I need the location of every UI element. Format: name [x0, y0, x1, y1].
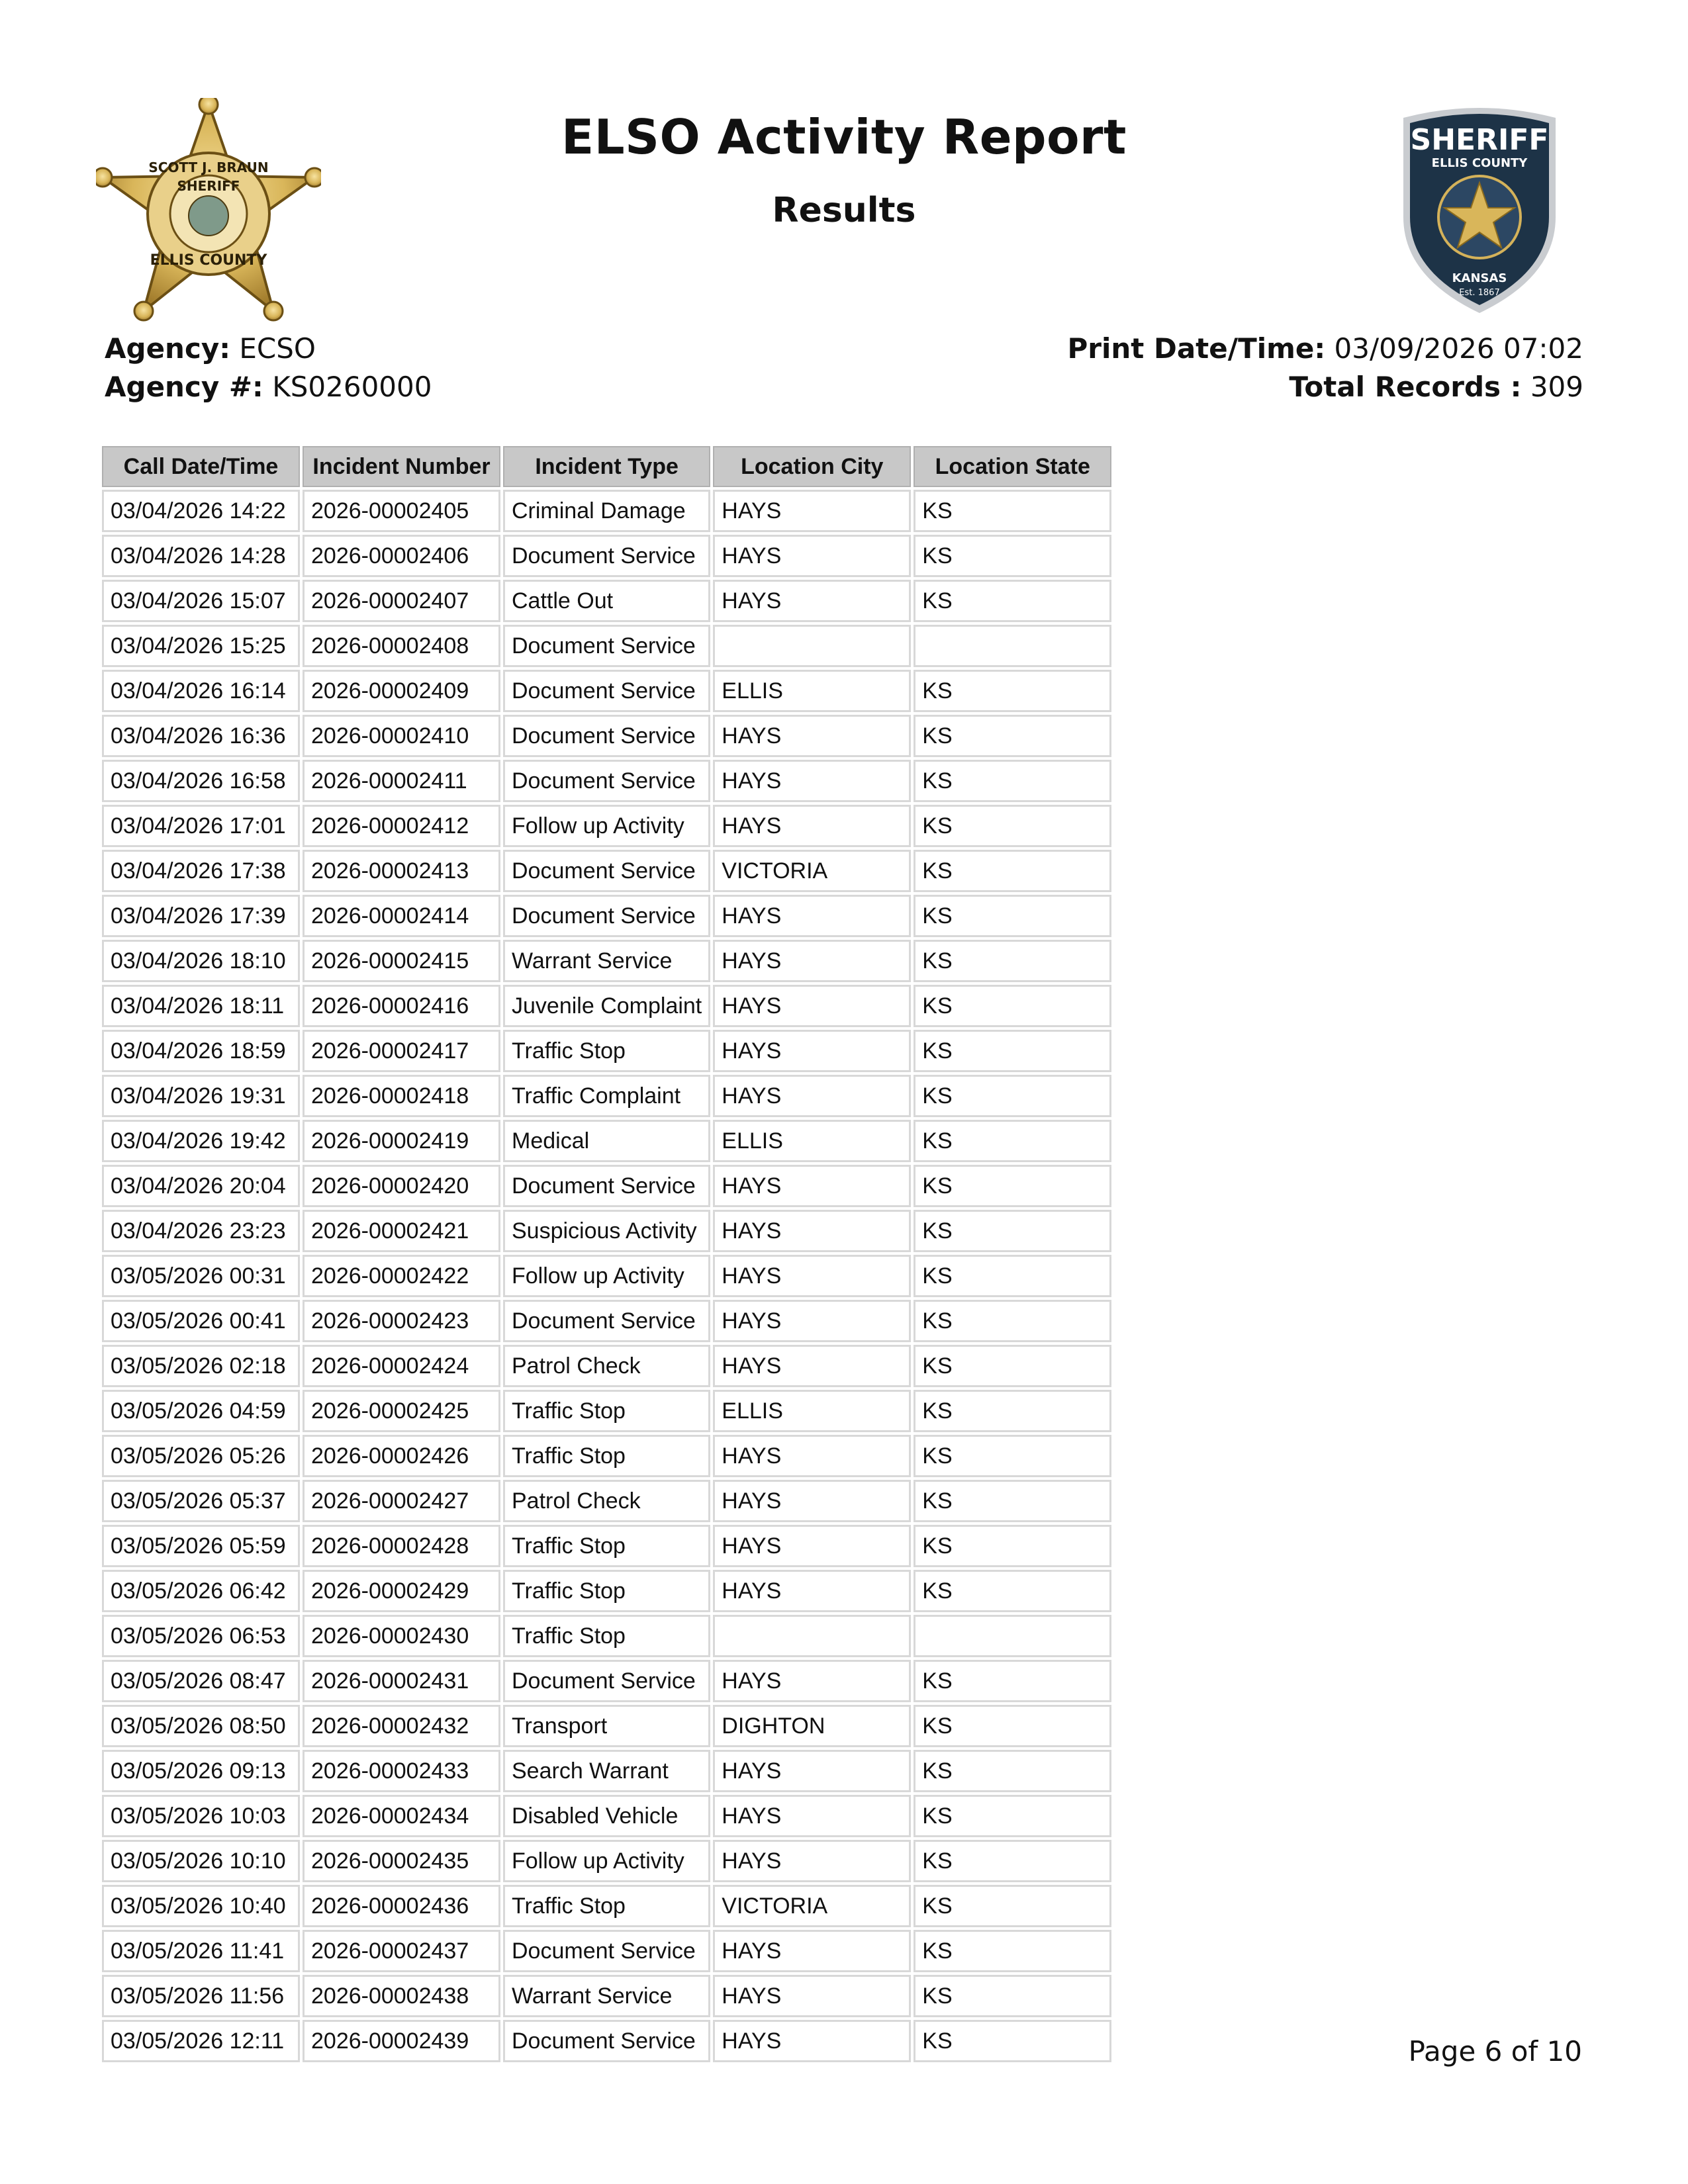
cell-location-city: DIGHTON — [713, 1705, 911, 1747]
column-header-incident-type: Incident Type — [503, 446, 710, 487]
table-row — [102, 1795, 1111, 1837]
cell-location-state: KS — [914, 940, 1111, 982]
table-row — [102, 1300, 1111, 1342]
cell-location-state: KS — [914, 1885, 1111, 1927]
cell-location-city: HAYS — [713, 1660, 911, 1702]
badge-name-text: SCOTT J. BRAUN — [148, 159, 269, 175]
cell-incident-type: Follow up Activity — [503, 1840, 710, 1882]
table-row — [102, 760, 1111, 802]
cell-incident-type: Cattle Out — [503, 580, 710, 622]
cell-location-state: KS — [914, 1750, 1111, 1792]
cell-incident-number: 2026-00002418 — [303, 1075, 500, 1117]
cell-incident-number: 2026-00002413 — [303, 850, 500, 892]
cell-incident-type: Patrol Check — [503, 1345, 710, 1387]
cell-location-state: KS — [914, 1345, 1111, 1387]
cell-incident-type: Document Service — [503, 850, 710, 892]
cell-location-city: HAYS — [713, 940, 911, 982]
agency-line — [105, 330, 432, 368]
cell-incident-number: 2026-00002430 — [303, 1615, 500, 1657]
table-row — [102, 1930, 1111, 1972]
total-records-value: 309 — [1530, 371, 1583, 403]
cell-call-datetime: 03/04/2026 15:25 — [102, 625, 300, 667]
cell-call-datetime: 03/04/2026 20:04 — [102, 1165, 300, 1207]
table-row — [102, 1660, 1111, 1702]
cell-location-state: KS — [914, 1255, 1111, 1297]
patch-county-text: ELLIS COUNTY — [1431, 156, 1528, 170]
cell-incident-type: Traffic Stop — [503, 1030, 710, 1072]
table-row — [102, 715, 1111, 757]
cell-incident-type: Disabled Vehicle — [503, 1795, 710, 1837]
cell-location-city: HAYS — [713, 1840, 911, 1882]
cell-incident-number: 2026-00002416 — [303, 985, 500, 1027]
table-row — [102, 535, 1111, 577]
cell-incident-number: 2026-00002431 — [303, 1660, 500, 1702]
cell-call-datetime: 03/05/2026 05:59 — [102, 1525, 300, 1567]
cell-call-datetime: 03/05/2026 00:31 — [102, 1255, 300, 1297]
cell-incident-type: Document Service — [503, 1930, 710, 1972]
cell-incident-number: 2026-00002434 — [303, 1795, 500, 1837]
cell-location-city — [713, 625, 911, 667]
cell-location-city: HAYS — [713, 1165, 911, 1207]
cell-location-state: KS — [914, 1300, 1111, 1342]
table-row — [102, 1705, 1111, 1747]
cell-incident-type: Follow up Activity — [503, 805, 710, 847]
cell-incident-type: Document Service — [503, 1165, 710, 1207]
cell-incident-type: Warrant Service — [503, 1975, 710, 2017]
cell-call-datetime: 03/04/2026 18:10 — [102, 940, 300, 982]
cell-incident-number: 2026-00002432 — [303, 1705, 500, 1747]
cell-incident-type: Suspicious Activity — [503, 1210, 710, 1252]
report-title: ELSO Activity Report — [561, 109, 1127, 165]
cell-location-state: KS — [914, 1570, 1111, 1612]
cell-location-city: HAYS — [713, 805, 911, 847]
print-datetime-value: 03/09/2026 07:02 — [1334, 332, 1583, 365]
cell-location-city: HAYS — [713, 1300, 911, 1342]
cell-call-datetime: 03/05/2026 08:47 — [102, 1660, 300, 1702]
cell-incident-type: Follow up Activity — [503, 1255, 710, 1297]
table-row — [102, 1030, 1111, 1072]
cell-incident-number: 2026-00002427 — [303, 1480, 500, 1522]
table-row — [102, 1840, 1111, 1882]
cell-location-state: KS — [914, 1525, 1111, 1567]
cell-call-datetime: 03/05/2026 04:59 — [102, 1390, 300, 1432]
cell-location-city: VICTORIA — [713, 1885, 911, 1927]
cell-incident-type: Juvenile Complaint — [503, 985, 710, 1027]
cell-incident-number: 2026-00002415 — [303, 940, 500, 982]
table-row — [102, 2020, 1111, 2062]
cell-call-datetime: 03/05/2026 10:40 — [102, 1885, 300, 1927]
table-row — [102, 490, 1111, 532]
column-header-location-state: Location State — [914, 446, 1111, 487]
cell-incident-type: Traffic Stop — [503, 1525, 710, 1567]
cell-incident-type: Warrant Service — [503, 940, 710, 982]
agency-label: Agency: — [105, 332, 231, 365]
cell-incident-number: 2026-00002406 — [303, 535, 500, 577]
column-header-call-datetime: Call Date/Time — [102, 446, 300, 487]
cell-location-state: KS — [914, 760, 1111, 802]
table-row — [102, 850, 1111, 892]
agency-number-label: Agency #: — [105, 371, 263, 403]
cell-call-datetime: 03/05/2026 06:42 — [102, 1570, 300, 1612]
cell-call-datetime: 03/04/2026 16:14 — [102, 670, 300, 712]
table-body — [102, 490, 1111, 2062]
cell-location-state: KS — [914, 1075, 1111, 1117]
cell-location-city: HAYS — [713, 985, 911, 1027]
cell-incident-number: 2026-00002426 — [303, 1435, 500, 1477]
column-header-location-city: Location City — [713, 446, 911, 487]
cell-location-city: HAYS — [713, 760, 911, 802]
cell-location-city: HAYS — [713, 1255, 911, 1297]
cell-location-state: KS — [914, 535, 1111, 577]
cell-location-city: HAYS — [713, 1570, 911, 1612]
cell-call-datetime: 03/04/2026 18:11 — [102, 985, 300, 1027]
cell-location-city: HAYS — [713, 1210, 911, 1252]
cell-location-state: KS — [914, 850, 1111, 892]
table-row — [102, 895, 1111, 937]
cell-call-datetime: 03/04/2026 14:22 — [102, 490, 300, 532]
cell-call-datetime: 03/04/2026 16:58 — [102, 760, 300, 802]
cell-location-state: KS — [914, 1840, 1111, 1882]
table-row — [102, 1615, 1111, 1657]
cell-incident-number: 2026-00002417 — [303, 1030, 500, 1072]
table-row — [102, 1210, 1111, 1252]
cell-call-datetime: 03/04/2026 19:42 — [102, 1120, 300, 1162]
cell-location-city: HAYS — [713, 1795, 911, 1837]
cell-incident-number: 2026-00002429 — [303, 1570, 500, 1612]
cell-location-city: HAYS — [713, 580, 911, 622]
patch-est-text: Est. 1867 — [1459, 288, 1500, 298]
cell-location-city: VICTORIA — [713, 850, 911, 892]
cell-location-state: KS — [914, 1705, 1111, 1747]
cell-incident-number: 2026-00002410 — [303, 715, 500, 757]
cell-location-city: ELLIS — [713, 1390, 911, 1432]
cell-call-datetime: 03/04/2026 14:28 — [102, 535, 300, 577]
cell-location-state: KS — [914, 1390, 1111, 1432]
cell-call-datetime: 03/05/2026 12:11 — [102, 2020, 300, 2062]
sheriff-shield-patch-logo — [1390, 98, 1569, 316]
cell-call-datetime: 03/04/2026 23:23 — [102, 1210, 300, 1252]
cell-incident-number: 2026-00002408 — [303, 625, 500, 667]
cell-incident-type: Patrol Check — [503, 1480, 710, 1522]
table-row — [102, 1255, 1111, 1297]
table-row — [102, 1345, 1111, 1387]
cell-incident-number: 2026-00002419 — [303, 1120, 500, 1162]
cell-location-state: KS — [914, 985, 1111, 1027]
print-datetime-label: Print Date/Time: — [1067, 332, 1326, 365]
agency-number-line — [105, 368, 432, 406]
cell-location-state: KS — [914, 1165, 1111, 1207]
cell-location-state: KS — [914, 1435, 1111, 1477]
print-info — [1067, 330, 1583, 406]
table-row — [102, 805, 1111, 847]
table-row — [102, 985, 1111, 1027]
table-header-row — [102, 446, 1111, 487]
cell-call-datetime: 03/04/2026 19:31 — [102, 1075, 300, 1117]
cell-incident-type: Traffic Stop — [503, 1390, 710, 1432]
cell-call-datetime: 03/05/2026 05:26 — [102, 1435, 300, 1477]
cell-location-city: HAYS — [713, 1435, 911, 1477]
cell-location-state: KS — [914, 1210, 1111, 1252]
table-row — [102, 670, 1111, 712]
cell-incident-type: Document Service — [503, 625, 710, 667]
print-datetime-line — [1067, 330, 1583, 368]
page-number: Page 6 of 10 — [1408, 2035, 1582, 2068]
cell-incident-number: 2026-00002412 — [303, 805, 500, 847]
cell-location-state: KS — [914, 715, 1111, 757]
cell-incident-number: 2026-00002436 — [303, 1885, 500, 1927]
cell-incident-number: 2026-00002437 — [303, 1930, 500, 1972]
cell-location-city: ELLIS — [713, 670, 911, 712]
cell-location-city: HAYS — [713, 1525, 911, 1567]
table-row — [102, 1120, 1111, 1162]
cell-incident-type: Criminal Damage — [503, 490, 710, 532]
cell-incident-number: 2026-00002405 — [303, 490, 500, 532]
cell-call-datetime: 03/05/2026 05:37 — [102, 1480, 300, 1522]
cell-incident-type: Document Service — [503, 1660, 710, 1702]
cell-incident-type: Search Warrant — [503, 1750, 710, 1792]
cell-location-city: HAYS — [713, 490, 911, 532]
cell-location-city: HAYS — [713, 1750, 911, 1792]
table-row — [102, 1975, 1111, 2017]
cell-location-city: HAYS — [713, 715, 911, 757]
cell-incident-number: 2026-00002428 — [303, 1525, 500, 1567]
cell-location-city: HAYS — [713, 1345, 911, 1387]
cell-location-city: HAYS — [713, 2020, 911, 2062]
table-row — [102, 1480, 1111, 1522]
total-records-label: Total Records : — [1289, 371, 1522, 403]
cell-incident-type: Document Service — [503, 715, 710, 757]
cell-location-state: KS — [914, 1930, 1111, 1972]
cell-location-state: KS — [914, 805, 1111, 847]
cell-location-state: KS — [914, 1975, 1111, 2017]
cell-call-datetime: 03/05/2026 10:03 — [102, 1795, 300, 1837]
cell-location-state: KS — [914, 1795, 1111, 1837]
table-row — [102, 1885, 1111, 1927]
cell-incident-type: Traffic Stop — [503, 1435, 710, 1477]
cell-location-city: HAYS — [713, 1075, 911, 1117]
cell-call-datetime: 03/05/2026 09:13 — [102, 1750, 300, 1792]
cell-call-datetime: 03/05/2026 02:18 — [102, 1345, 300, 1387]
cell-incident-number: 2026-00002414 — [303, 895, 500, 937]
cell-incident-number: 2026-00002435 — [303, 1840, 500, 1882]
cell-incident-number: 2026-00002424 — [303, 1345, 500, 1387]
cell-location-city: HAYS — [713, 1930, 911, 1972]
cell-incident-type: Document Service — [503, 895, 710, 937]
column-header-incident-number: Incident Number — [303, 446, 500, 487]
cell-location-state: KS — [914, 1120, 1111, 1162]
cell-location-state: KS — [914, 1030, 1111, 1072]
cell-incident-type: Document Service — [503, 670, 710, 712]
cell-incident-type: Traffic Complaint — [503, 1075, 710, 1117]
table-row — [102, 1435, 1111, 1477]
cell-call-datetime: 03/05/2026 00:41 — [102, 1300, 300, 1342]
cell-incident-number: 2026-00002409 — [303, 670, 500, 712]
cell-incident-type: Document Service — [503, 2020, 710, 2062]
agency-number-value: KS0260000 — [272, 371, 432, 403]
report-subtitle: Results — [772, 191, 916, 230]
cell-incident-type: Traffic Stop — [503, 1570, 710, 1612]
cell-call-datetime: 03/04/2026 15:07 — [102, 580, 300, 622]
table-row — [102, 1390, 1111, 1432]
cell-call-datetime: 03/04/2026 18:59 — [102, 1030, 300, 1072]
cell-incident-number: 2026-00002439 — [303, 2020, 500, 2062]
patch-sheriff-text: SHERIFF — [1410, 123, 1549, 157]
table-row — [102, 1750, 1111, 1792]
total-records-line — [1067, 368, 1583, 406]
cell-incident-type: Document Service — [503, 1300, 710, 1342]
cell-location-city: HAYS — [713, 535, 911, 577]
cell-location-city: HAYS — [713, 895, 911, 937]
cell-incident-type: Document Service — [503, 760, 710, 802]
cell-incident-type: Traffic Stop — [503, 1615, 710, 1657]
cell-location-state: KS — [914, 580, 1111, 622]
cell-call-datetime: 03/04/2026 17:38 — [102, 850, 300, 892]
badge-sheriff-text: SHERIFF — [177, 178, 240, 194]
cell-incident-number: 2026-00002438 — [303, 1975, 500, 2017]
cell-call-datetime: 03/05/2026 08:50 — [102, 1705, 300, 1747]
cell-incident-number: 2026-00002423 — [303, 1300, 500, 1342]
cell-incident-type: Document Service — [503, 535, 710, 577]
cell-call-datetime: 03/04/2026 17:39 — [102, 895, 300, 937]
cell-location-city: HAYS — [713, 1480, 911, 1522]
agency-value: ECSO — [239, 332, 316, 365]
activity-table — [99, 443, 1114, 2065]
table-row — [102, 1075, 1111, 1117]
cell-incident-type: Transport — [503, 1705, 710, 1747]
cell-call-datetime: 03/05/2026 06:53 — [102, 1615, 300, 1657]
cell-location-city: HAYS — [713, 1975, 911, 2017]
cell-incident-number: 2026-00002433 — [303, 1750, 500, 1792]
table-row — [102, 580, 1111, 622]
cell-call-datetime: 03/05/2026 10:10 — [102, 1840, 300, 1882]
badge-county-text: ELLIS COUNTY — [150, 252, 267, 269]
cell-location-state: KS — [914, 670, 1111, 712]
table-row — [102, 625, 1111, 667]
cell-location-state: KS — [914, 1480, 1111, 1522]
patch-state-text: KANSAS — [1452, 271, 1507, 285]
cell-location-state — [914, 625, 1111, 667]
cell-location-city: HAYS — [713, 1030, 911, 1072]
cell-location-state: KS — [914, 2020, 1111, 2062]
cell-incident-type: Traffic Stop — [503, 1885, 710, 1927]
table-row — [102, 1570, 1111, 1612]
cell-call-datetime: 03/04/2026 17:01 — [102, 805, 300, 847]
cell-call-datetime: 03/05/2026 11:41 — [102, 1930, 300, 1972]
cell-location-state: KS — [914, 490, 1111, 532]
cell-incident-number: 2026-00002422 — [303, 1255, 500, 1297]
table-row — [102, 940, 1111, 982]
cell-location-state: KS — [914, 895, 1111, 937]
cell-location-state — [914, 1615, 1111, 1657]
cell-incident-type: Medical — [503, 1120, 710, 1162]
cell-call-datetime: 03/04/2026 16:36 — [102, 715, 300, 757]
cell-incident-number: 2026-00002425 — [303, 1390, 500, 1432]
cell-incident-number: 2026-00002420 — [303, 1165, 500, 1207]
table-row — [102, 1525, 1111, 1567]
cell-location-city — [713, 1615, 911, 1657]
cell-location-city: ELLIS — [713, 1120, 911, 1162]
cell-incident-number: 2026-00002421 — [303, 1210, 500, 1252]
cell-incident-number: 2026-00002407 — [303, 580, 500, 622]
cell-incident-number: 2026-00002411 — [303, 760, 500, 802]
cell-call-datetime: 03/05/2026 11:56 — [102, 1975, 300, 2017]
table-row — [102, 1165, 1111, 1207]
cell-location-state: KS — [914, 1660, 1111, 1702]
agency-info — [105, 330, 432, 406]
